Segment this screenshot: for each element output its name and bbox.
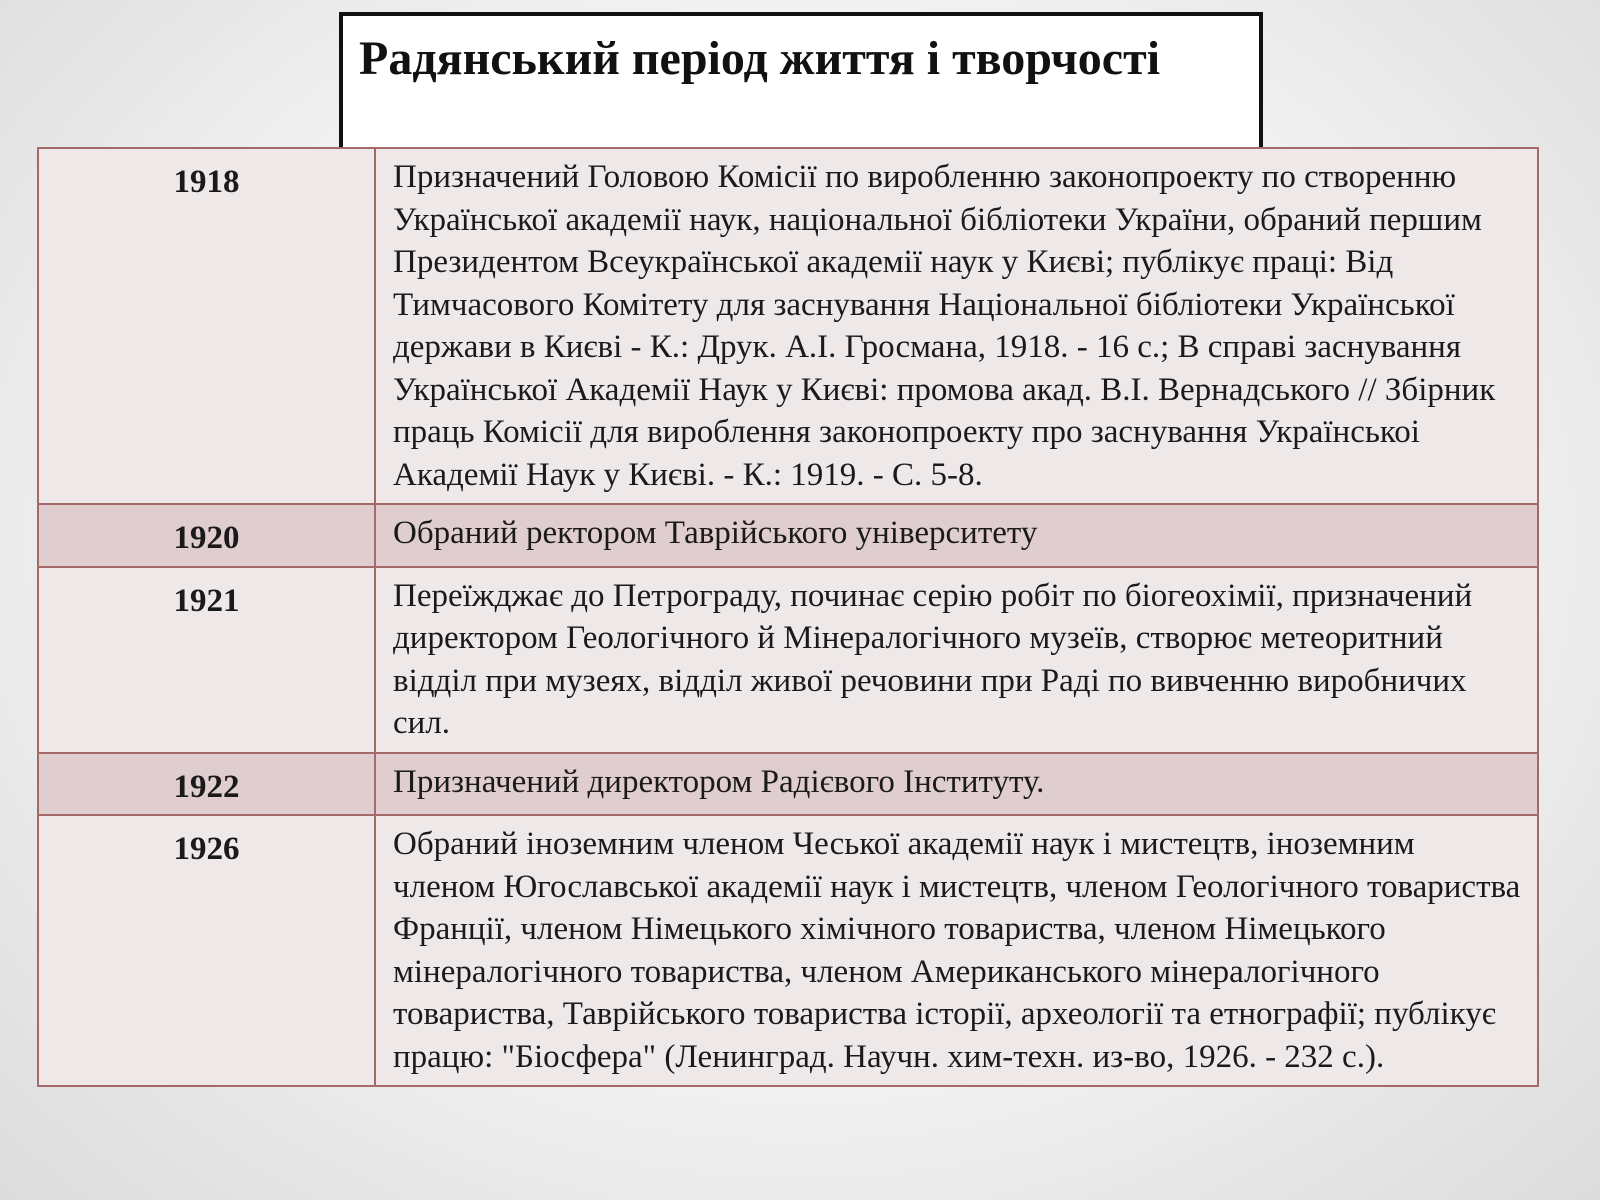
year-cell: 1921 [38, 567, 375, 753]
year-cell: 1926 [38, 815, 375, 1086]
title-box [339, 12, 1263, 162]
timeline-row-1918 [38, 148, 1538, 504]
year-cell: 1920 [38, 504, 375, 567]
event-description: Обраний ректором Таврійського університету [375, 504, 1538, 567]
slide-title: Радянський період життя і творчості [359, 32, 1161, 85]
event-description: Призначений Головою Комісії по виробленню законопроекту по створенню Української академії наук, національної бібліотеки України, обраний першим Президентом Всеукраїнської академії наук у Києві; публікує праці: Від Тимчасового Комітету для заснування Національної бібліотеки Української держави в Києві - К.: Друк. А.І. Гросмана, 1918. - 16 с.; В справі заснування Української Академії Наук у Києві: промова акад. В.І. Вернадського // Збірник праць Комісії для вироблення законопроекту про заснування Українськоі Академії Наук у Києві. - К.: 1919. - С. 5-8. [375, 148, 1538, 504]
event-description: Призначений директором Радієвого Інституту. [375, 753, 1538, 816]
event-description: Обраний іноземним членом Чеської академії наук і мистецтв, іноземним членом Югославської академії наук і мистецтв, членом Геологічного товариства Франції, членом Німецького хімічного товариства, членом Німецького мінералогічного товариства, членом Американського мінералогічного товариства, Таврійського товариства історії, археології та етнографії; публікує працю: "Біосфера" (Ленинград. Научн. хим-техн. из-во, 1926. - 232 с.). [375, 815, 1538, 1086]
timeline-row-1922 [38, 753, 1538, 816]
event-description: Переїжджає до Петрограду, починає серію робіт по біогеохімії, призначений директором Геологічного й Мінералогічного музеїв, створює метеоритний відділ при музеях, відділ живої речовини при Раді по вивченню виробничих сил. [375, 567, 1538, 753]
year-cell: 1918 [38, 148, 375, 504]
timeline-row-1921 [38, 567, 1538, 753]
year-cell: 1922 [38, 753, 375, 816]
timeline-table [37, 147, 1539, 1087]
timeline-row-1920 [38, 504, 1538, 567]
timeline-row-1926 [38, 815, 1538, 1086]
